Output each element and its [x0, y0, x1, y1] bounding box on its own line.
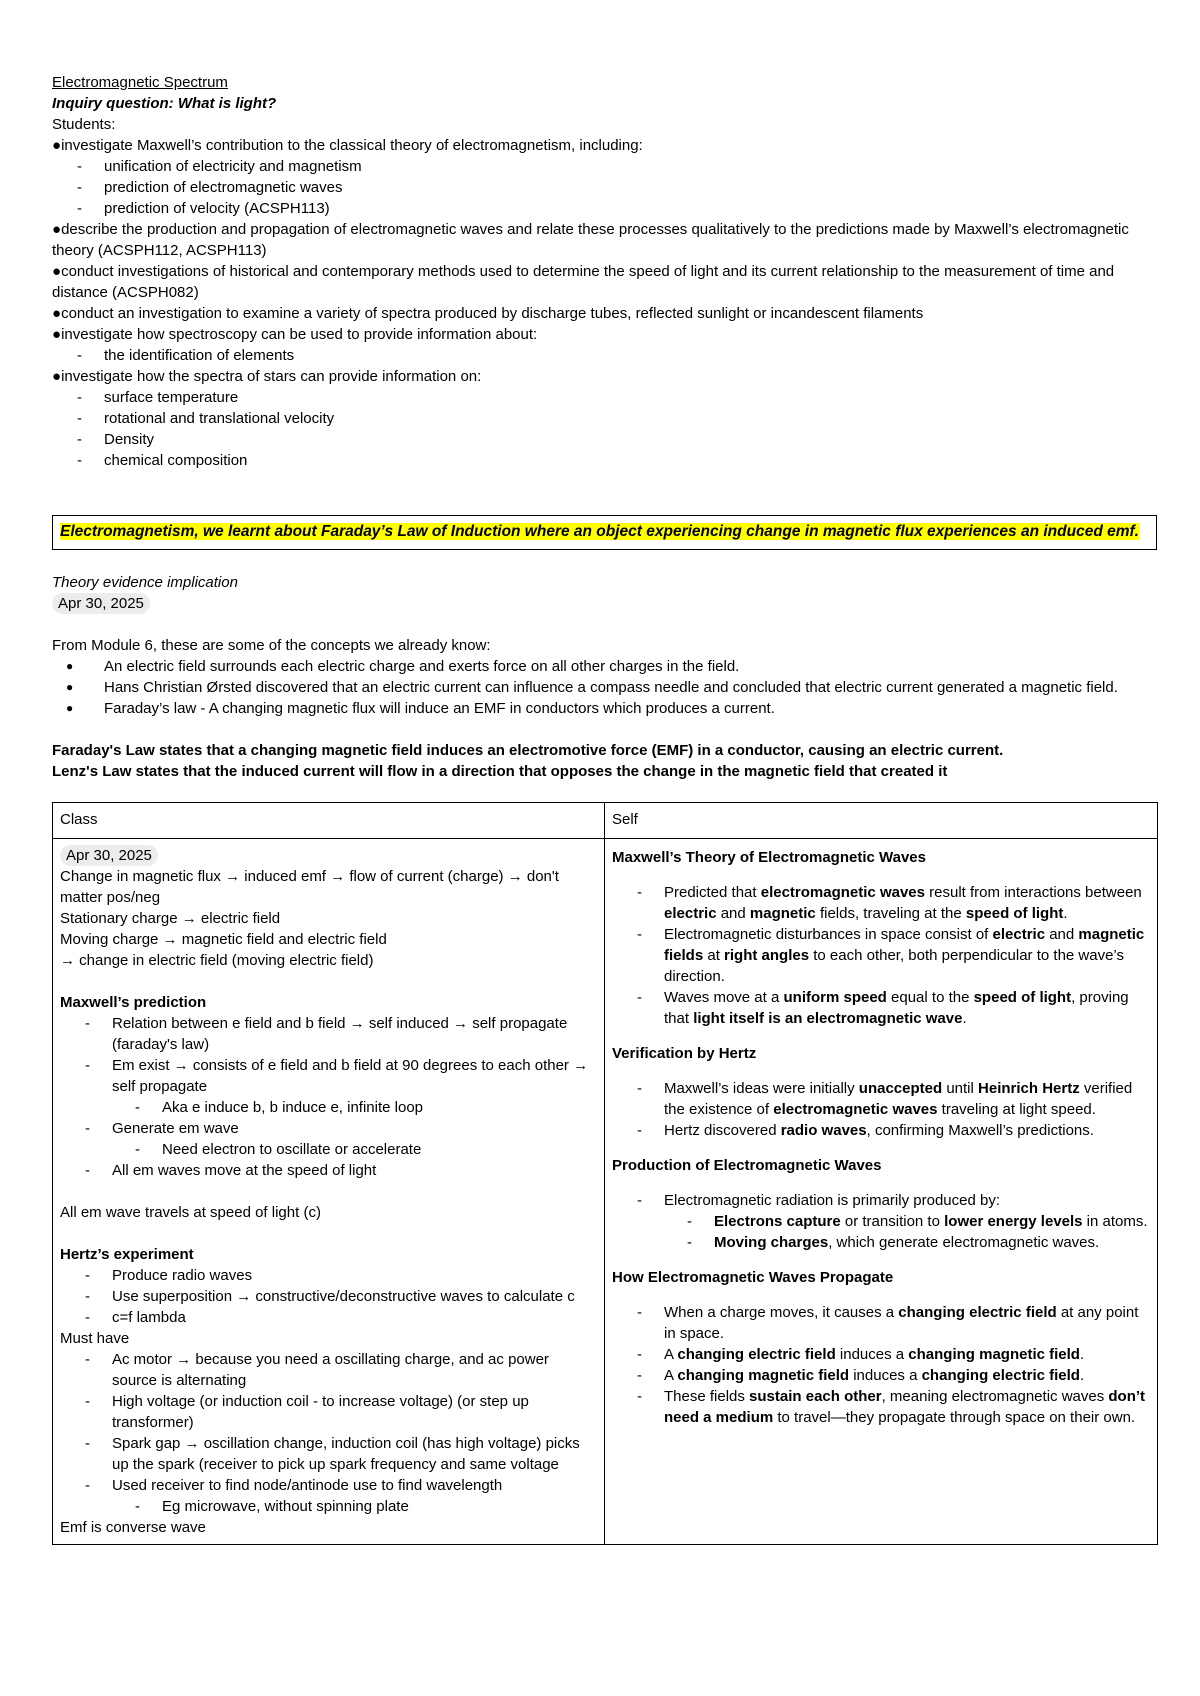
list-item: - Relation between e field and b field → self induced → self propagate (faraday's law) [112, 1013, 597, 1055]
syllabus-sub-item: - rotational and translational velocity [104, 408, 1157, 429]
hertz-heading: Hertz’s experiment [60, 1246, 194, 1263]
date-chip[interactable]: Apr 30, 2025 [52, 593, 150, 614]
doc-title: Electromagnetic Spectrum [52, 74, 228, 91]
syllabus-sub-item: - chemical composition [104, 450, 1157, 471]
self-heading: How Electromagnetic Waves Propagate [612, 1269, 894, 1286]
list-item: - Need electron to oscillate or accelerate [162, 1139, 597, 1160]
class-line: Emf is converse wave [60, 1519, 206, 1536]
list-item: - Electrons capture or transition to lower energy levels in atoms. [714, 1211, 1150, 1232]
column-header-self: Self [605, 803, 1158, 839]
syllabus-item: ● conduct an investigation to examine a variety of spectra produced by discharge tubes, reflected sunlight or incandescent filaments [52, 303, 1157, 324]
theory-label: Theory evidence implication [52, 574, 238, 591]
column-header-class: Class [53, 803, 605, 839]
list-item: - Waves move at a uniform speed equal to the speed of light, proving that light itself is an electromagnetic wave. [664, 987, 1150, 1029]
list-item: - Electromagnetic disturbances in space consist of electric and magnetic fields at right angles to each other, both perpendicular to the wave’s direction. [664, 924, 1150, 987]
list-item: - Em exist → consists of e field and b field at 90 degrees to each other → self propagate [112, 1055, 597, 1097]
document-page [52, 72, 1157, 1545]
syllabus-sub-item: - prediction of electromagnetic waves [104, 177, 1157, 198]
list-item: - All em waves move at the speed of light [112, 1160, 597, 1181]
syllabus-sub-item: - prediction of velocity (ACSPH113) [104, 198, 1157, 219]
self-heading: Verification by Hertz [612, 1045, 757, 1062]
list-item: - Produce radio waves [112, 1265, 597, 1286]
self-heading: Production of Electromagnetic Waves [612, 1157, 882, 1174]
syllabus-item: ● conduct investigations of historical and contemporary methods used to determine the speed of light and its current relationship to the measurement of time and distance (ACSPH082) [52, 261, 1157, 303]
class-line: → change in electric field (moving electric field) [60, 952, 374, 969]
list-item: - When a charge moves, it causes a changing electric field at any point in space. [664, 1302, 1150, 1344]
lenz-law-statement: Lenz's Law states that the induced current will flow in a direction that opposes the change in the magnetic field that created it [52, 763, 948, 780]
inquiry-question: Inquiry question: What is light? [52, 95, 277, 112]
class-line: Must have [60, 1330, 130, 1347]
list-item: - Use superposition → constructive/deconstructive waves to calculate c [112, 1286, 597, 1307]
list-item: - Hertz discovered radio waves, confirming Maxwell’s predictions. [664, 1120, 1150, 1141]
notes-table [52, 802, 1158, 1545]
syllabus-sub-item: - Density [104, 429, 1157, 450]
syllabus-sub-item: - surface temperature [104, 387, 1157, 408]
syllabus-sub-item: - unification of electricity and magnetism [104, 156, 1157, 177]
module-point: ● Hans Christian Ørsted discovered that an electric current can influence a compass needle and concluded that electric current generated a magnetic field. [104, 677, 1157, 698]
syllabus-item: ● describe the production and propagation of electromagnetic waves and relate these processes qualitatively to the predictions made by Maxwell’s electromagnetic theory (ACSPH112, ACSPH113) [52, 219, 1157, 261]
module-points [52, 656, 1157, 719]
list-item: - Aka e induce b, b induce e, infinite loop [162, 1097, 597, 1118]
list-item: - Spark gap → oscillation change, induction coil (has high voltage) picks up the spark (receiver to pick up spark frequency and same voltage [112, 1433, 597, 1475]
faraday-law-statement: Faraday's Law states that a changing magnetic field induces an electromotive force (EMF) in a conductor, causing an electric current. [52, 742, 1004, 759]
self-notes-cell [605, 839, 1158, 1545]
module-point: ● Faraday’s law - A changing magnetic flux will induce an EMF in conductors which produces a current. [104, 698, 1157, 719]
list-item: - A changing electric field induces a changing magnetic field. [664, 1344, 1150, 1365]
syllabus-item: ● investigate Maxwell’s contribution to the classical theory of electromagnetism, including: [52, 135, 1157, 156]
module-intro: From Module 6, these are some of the concepts we already know: [52, 637, 491, 654]
students-label: Students: [52, 116, 116, 133]
class-line: Change in magnetic flux → induced emf → flow of current (charge) → don't matter pos/neg [60, 868, 559, 906]
list-item: - Maxwell’s ideas were initially unaccepted until Heinrich Hertz verified the existence of electromagnetic waves traveling at light speed. [664, 1078, 1150, 1120]
list-item: - Ac motor → because you need a oscillating charge, and ac power source is alternating [112, 1349, 597, 1391]
list-item: - Electromagnetic radiation is primarily produced by: [664, 1190, 1150, 1211]
class-line: Moving charge → magnetic field and electric field [60, 931, 387, 948]
date-chip[interactable]: Apr 30, 2025 [60, 845, 158, 866]
list-item: - A changing magnetic field induces a changing electric field. [664, 1365, 1150, 1386]
list-item: - Predicted that electromagnetic waves result from interactions between electric and magnetic fields, traveling at the speed of light. [664, 882, 1150, 924]
class-line: All em wave travels at speed of light (c) [60, 1204, 321, 1221]
list-item: - c=f lambda [112, 1307, 597, 1328]
class-notes-cell [53, 839, 605, 1545]
self-heading: Maxwell’s Theory of Electromagnetic Waves [612, 849, 926, 866]
syllabus-item: ● investigate how the spectra of stars can provide information on: [52, 366, 1157, 387]
callout-text: Electromagnetism, we learnt about Faraday’s Law of Induction where an object experiencing change in magnetic flux experiences an induced emf. [60, 523, 1139, 540]
list-item: - Eg microwave, without spinning plate [162, 1496, 597, 1517]
maxwell-heading: Maxwell’s prediction [60, 994, 207, 1011]
highlighted-callout [52, 515, 1157, 550]
list-item: - High voltage (or induction coil - to increase voltage) (or step up transformer) [112, 1391, 597, 1433]
class-line: Stationary charge → electric field [60, 910, 281, 927]
syllabus-sub-item: - the identification of elements [104, 345, 1157, 366]
syllabus-item: ● investigate how spectroscopy can be used to provide information about: [52, 324, 1157, 345]
list-item: - These fields sustain each other, meaning electromagnetic waves don’t need a medium to travel—they propagate through space on their own. [664, 1386, 1150, 1428]
list-item: - Moving charges, which generate electromagnetic waves. [714, 1232, 1150, 1253]
module-point: ● An electric field surrounds each electric charge and exerts force on all other charges in the field. [104, 656, 1157, 677]
list-item: - Generate em wave [112, 1118, 597, 1139]
list-item: - Used receiver to find node/antinode use to find wavelength [112, 1475, 597, 1496]
syllabus-list [52, 135, 1157, 471]
